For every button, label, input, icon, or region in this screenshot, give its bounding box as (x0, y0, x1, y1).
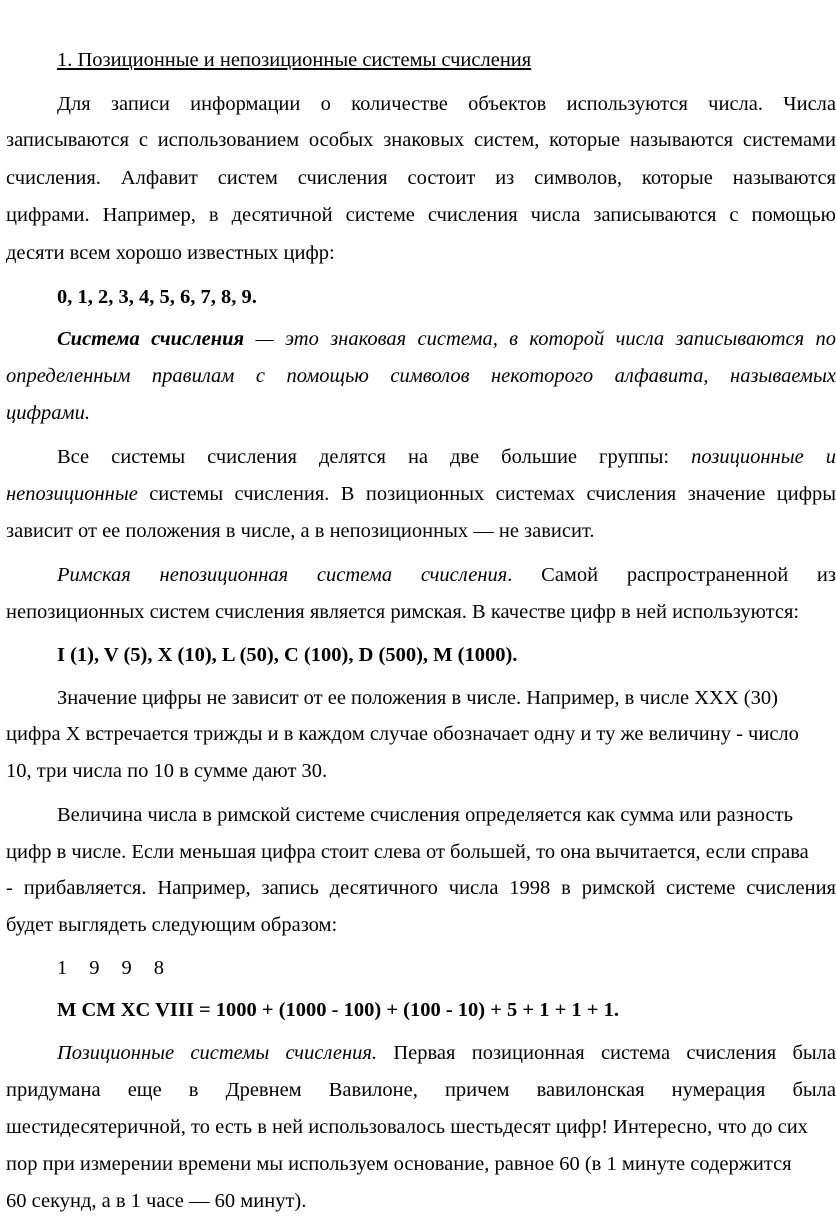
positional-systems-term: Позиционные системы счисления. (57, 1042, 378, 1064)
paragraph-5-line-4: будет выглядеть следующим образом: (6, 914, 338, 936)
paragraph-2-text-2: системы счисления. В позиционных системах счисления значение цифры (137, 483, 836, 505)
paragraph-3-text: . Самой распространенной из (507, 564, 836, 586)
paragraph-6-line-1 (57, 1041, 836, 1065)
roman-digits-line: I (1), V (5), X (10), L (50), C (100), D (500), M (1000). (57, 644, 518, 666)
paragraph-2-line-1 (57, 445, 836, 469)
paragraph-3-line-1 (57, 563, 836, 587)
paragraph-4-line-1: Значение цифры не зависит от ее положения в числе. Например, в числе XXX (30) (57, 687, 778, 709)
paragraph-2-line-3: зависит от ее положения в числе, а в непозиционных — не зависит. (6, 520, 595, 542)
paragraph-5-line-1: Величина числа в римской системе счисления определяется как сумма или разность (57, 804, 793, 826)
definition-term: Система счисления (57, 328, 245, 350)
definition-text: — это знаковая система, в которой числа записываются по (244, 328, 836, 350)
paragraph-4-line-2: цифра X встречается трижды и в каждом случае обозначает одну и ту же величину - число (6, 723, 799, 745)
roman-formula: M CM XC VIII = 1000 + (1000 - 100) + (100 - 10) + 5 + 1 + 1 + 1. (57, 999, 619, 1021)
paragraph-2-text: Все системы счисления делятся на две большие группы: (57, 446, 692, 468)
paragraph-6-text: Первая позиционная система счисления была (377, 1042, 836, 1064)
paragraph-1-line-5: десяти всем хорошо известных цифр: (6, 242, 335, 264)
paragraph-1-line-1: Для записи информации о количестве объектов используются числа. Числа (57, 93, 836, 115)
paragraph-5-line-2: цифр в числе. Если меньшая цифра стоит слева от большей, то она вычитается, если справа (6, 841, 809, 863)
non-positional-term: непозиционные (6, 483, 138, 505)
paragraph-6-line-5: 60 секунд, а в 1 часе — 60 минут). (6, 1190, 307, 1212)
paragraph-6-line-4: пор при измерении времени мы используем основание, равное 60 (в 1 минуте содержится (6, 1153, 792, 1175)
paragraph-3-line-2: непозиционных систем счисления является римская. В качестве цифр в ней используются: (6, 601, 800, 623)
paragraph-5-line-3: - прибавляется. Например, запись десятичного числа 1998 в римской системе счисления (6, 877, 836, 899)
definition-line-1 (57, 327, 836, 351)
year-digit: 8 (153, 957, 164, 979)
paragraph-6-line-2: придумана еще в Древнем Вавилоне, причем вавилонская нумерация была (6, 1079, 836, 1101)
year-digits (57, 956, 186, 980)
definition-line-2: определенным правилам с помощью символов некоторого алфавита, называемых (6, 365, 836, 387)
paragraph-1-line-4: цифрами. Например, в десятичной системе счисления числа записываются с помощью (6, 204, 836, 226)
roman-system-term: Римская непозиционная система счисления (57, 564, 508, 586)
paragraph-1-line-3: счисления. Алфавит систем счисления состоит из символов, которые называются (6, 167, 836, 189)
paragraph-1-line-2: записываются с использованием особых знаковых систем, которые называются системами (6, 129, 836, 151)
definition-line-3: цифрами. (6, 402, 91, 424)
section-title: 1. Позиционные и непозиционные системы счисления (57, 49, 532, 71)
year-digit: 1 (57, 957, 68, 979)
year-digit: 9 (121, 957, 132, 979)
year-digit: 9 (89, 957, 100, 979)
paragraph-4-line-3: 10, три числа по 10 в сумме дают 30. (6, 760, 328, 782)
decimal-digits-line: 0, 1, 2, 3, 4, 5, 6, 7, 8, 9. (57, 286, 257, 308)
paragraph-6-line-3: шестидесятеричной, то есть в ней использовалось шестьдесят цифр! Интересно, что до сих (6, 1116, 808, 1138)
paragraph-2-line-2 (6, 482, 836, 506)
positional-term: позиционные и (691, 446, 836, 468)
